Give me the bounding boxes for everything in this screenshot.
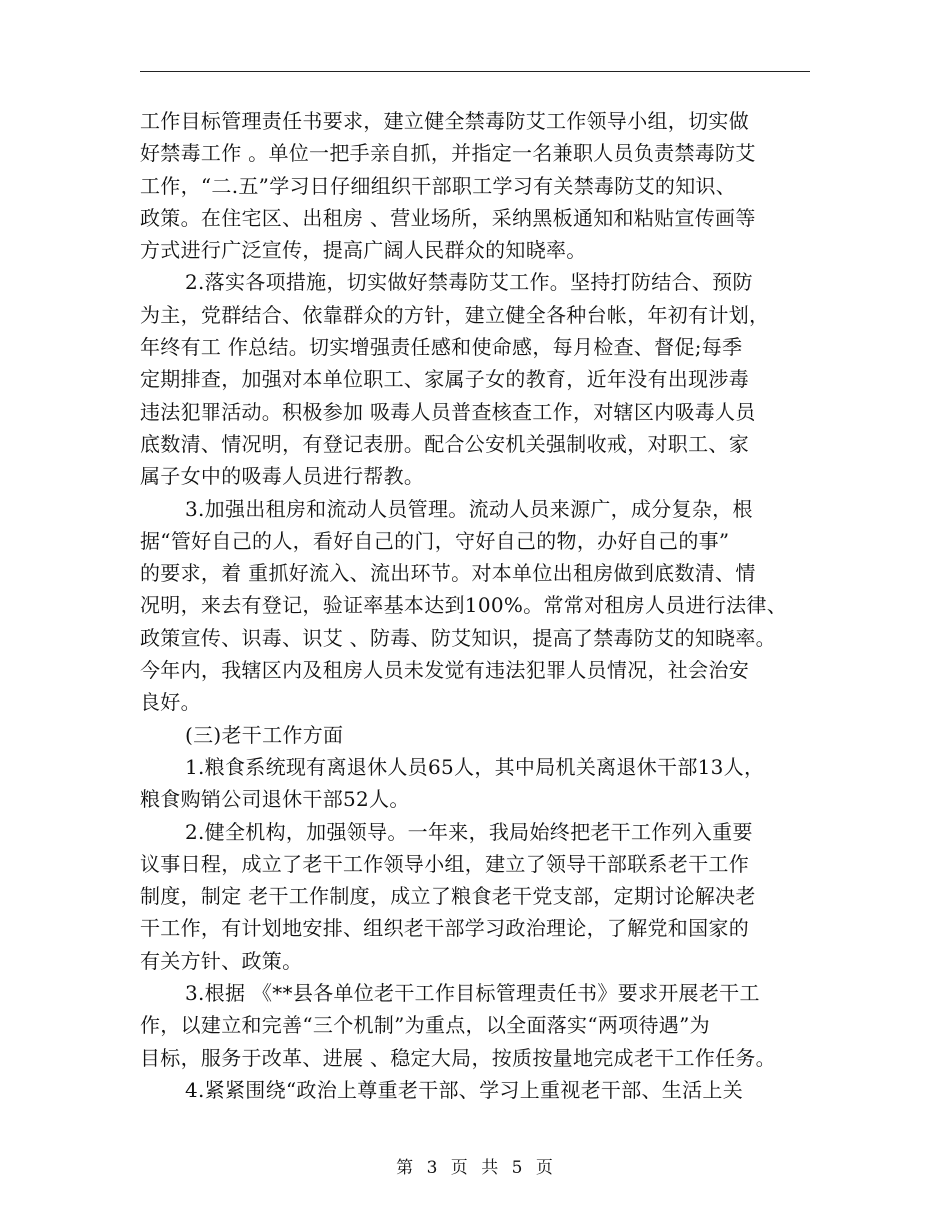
- page-footer: [0, 1153, 950, 1178]
- text-line: 2.落实各项措施，切实做好禁毒防艾工作。坚持打防结合、预防: [185, 270, 753, 295]
- text-line: 3.根据 《**县各单位老干工作目标管理责任书》要求开展老干工: [185, 981, 760, 1006]
- text-line: 政策。在住宅区、出租房 、营业场所，采纳黑板通知和粘贴宣传画等: [140, 205, 756, 230]
- text-line: 议事日程，成立了老干工作领导小组，建立了领导干部联系老干工作: [140, 851, 749, 876]
- text-line: 作，以建立和完善“三个机制”为重点，以全面落实“两项待遇”为: [140, 1013, 710, 1038]
- text-line: 好禁毒工作 。单位一把手亲自抓，并指定一名兼职人员负责禁毒防艾: [140, 141, 756, 166]
- text-line: 2.健全机构，加强领导。一年来，我局始终把老干工作列入重要: [185, 819, 753, 844]
- text-line: 的要求，着 重抓好流入、流出环节。对本单位出租房做到底数清、情: [140, 561, 756, 586]
- text-line: 良好。: [140, 690, 201, 715]
- footer-page-word: 页: [450, 1158, 469, 1178]
- current-page-number: 3: [426, 1158, 439, 1178]
- footer-suffix: 页: [535, 1158, 554, 1178]
- footer-prefix: 第: [396, 1158, 415, 1178]
- text-line: 4.紧紧围绕“政治上尊重老干部、学习上重视老干部、生活上关: [185, 1077, 744, 1102]
- text-line: 况明，来去有登记，验证率基本达到100%。常常对租房人员进行法律、: [140, 593, 788, 618]
- text-line: 定期排查，加强对本单位职工、家属子女的教育，近年没有出现涉毒: [140, 367, 749, 392]
- text-line: 属子女中的吸毒人员进行帮教。: [140, 464, 425, 489]
- text-line: 今年内，我辖区内及租房人员未发觉有违法犯罪人员情况，社会治安: [140, 658, 749, 683]
- text-line: 制度，制定 老干工作制度，成立了粮食老干党支部，定期讨论解决老: [140, 884, 756, 909]
- text-line: 方式进行广泛宣传，提高广阔人民群众的知晓率。: [140, 238, 587, 263]
- text-line: 3.加强出租房和流动人员管理。流动人员来源广，成分复杂，根: [185, 496, 753, 521]
- text-line: 工作目标管理责任书要求，建立健全禁毒防艾工作领导小组，切实做: [140, 109, 749, 133]
- text-line: 目标，服务于改革、进展 、稳定大局，按质按量地完成老干工作任务。: [140, 1045, 776, 1070]
- text-line: 底数清、情况明，有登记表册。配合公安机关强制收戒，对职工、家: [140, 431, 749, 456]
- text-line: 干工作，有计划地安排、组织老干部学习政治理论，了解党和国家的: [140, 916, 749, 941]
- text-line: 违法犯罪活动。积极参加 吸毒人员普查核查工作，对辖区内吸毒人员: [140, 399, 756, 424]
- text-line: 政策宣传、识毒、识艾 、防毒、防艾知识，提高了禁毒防艾的知晓率。: [140, 625, 776, 650]
- footer-total-word: 共: [481, 1158, 500, 1178]
- text-line: 据“管好自己的人，看好自己的门，守好自己的物，办好自己的事”: [140, 528, 730, 553]
- text-line: 有关方针、政策。: [140, 948, 303, 973]
- header-rule: [140, 71, 810, 72]
- text-line: 为主，党群结合、依靠群众的方针，建立健全各种台帐，年初有计划，: [140, 302, 770, 327]
- total-pages-number: 5: [511, 1158, 524, 1178]
- text-line: 年终有工 作总结。切实增强责任感和使命感，每月检查、督促;每季: [140, 335, 743, 360]
- text-line: (三)老干工作方面: [185, 722, 344, 747]
- document-body: [140, 105, 820, 1106]
- text-line: 1.粮食系统现有离退休人员65人，其中局机关离退休干部13人，: [185, 754, 765, 779]
- text-line: 粮食购销公司退休干部52人。: [140, 787, 410, 812]
- text-line: 工作，“二.五”学习日仔细组织干部职工学习有关禁毒防艾的知识、: [140, 173, 737, 198]
